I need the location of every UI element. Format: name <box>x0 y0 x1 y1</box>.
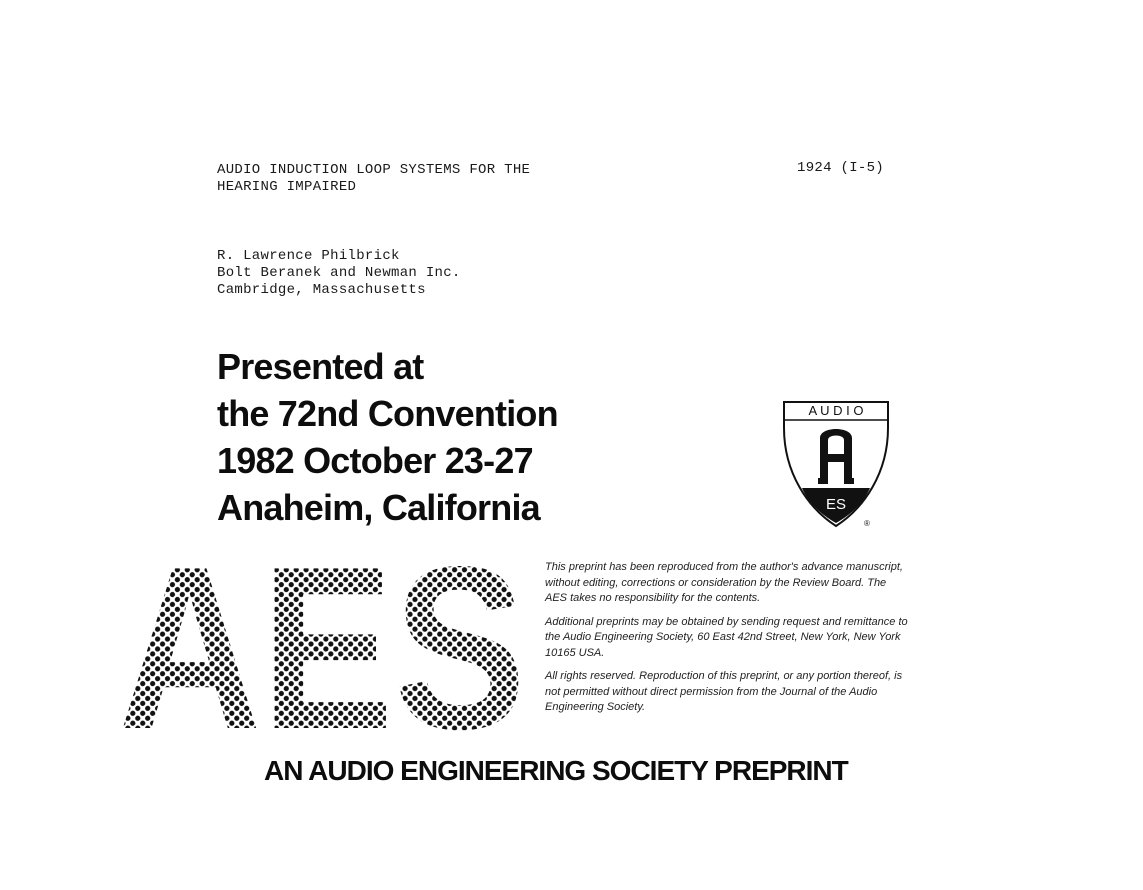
logo-badge-text: ES <box>825 496 847 513</box>
author-name: R. Lawrence Philbrick <box>217 248 400 264</box>
paper-title-line-1: AUDIO INDUCTION LOOP SYSTEMS FOR THE <box>217 162 531 178</box>
paper-title <box>217 162 637 196</box>
aes-logo <box>780 398 892 530</box>
aes-halftone-wordmark <box>118 545 528 735</box>
convention-line-2: the 72nd Convention <box>217 393 558 434</box>
convention-line-4: Anaheim, California <box>217 487 540 528</box>
footer-title: AN AUDIO ENGINEERING SOCIETY PREPRINT <box>264 755 848 786</box>
notice-paragraph-2: Additional preprints may be obtained by sending request and remittance to the Audio Engineering Society, 60 East 42nd Street, New York, New York 10165 USA. <box>545 615 908 659</box>
paper-title-line-2: HEARING IMPAIRED <box>217 179 357 195</box>
convention-line-1: Presented at <box>217 346 424 387</box>
aes-wordmark-text: AES <box>118 545 526 735</box>
preprint-notice <box>545 560 910 724</box>
convention-info <box>217 343 558 531</box>
notice-paragraph-3: All rights reserved. Reproduction of this preprint, or any portion thereof, is not permitted without direct permission from the Journal of the Audio Engineering Society. <box>545 670 903 713</box>
author-location: Cambridge, Massachusetts <box>217 282 426 298</box>
aes-wordmark <box>118 545 528 735</box>
aes-shield-icon <box>780 398 892 530</box>
preprint-number: 1924 (I-5) <box>797 160 885 176</box>
logo-top-text: A U D I O <box>808 403 864 418</box>
logo-registered-mark: ® <box>864 519 870 528</box>
author-affiliation: Bolt Beranek and Newman Inc. <box>217 265 461 281</box>
notice-paragraph-1: This preprint has been reproduced from the author's advance manuscript, without editing, corrections or consideration by the Review Board. The AES takes no responsibility for the contents. <box>545 561 903 604</box>
author-info <box>217 248 461 299</box>
convention-line-3: 1982 October 23-27 <box>217 440 533 481</box>
